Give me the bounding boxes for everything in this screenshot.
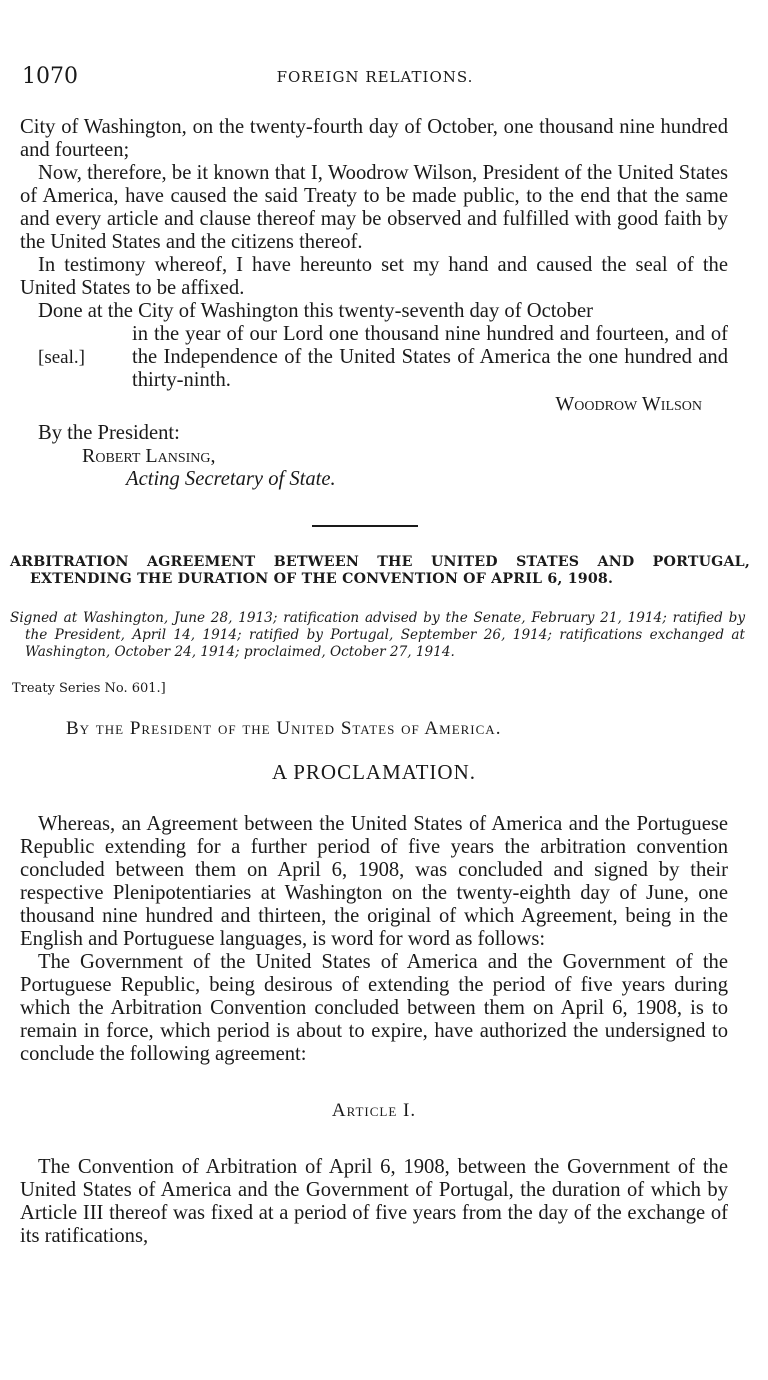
whereas-paragraph: Whereas, an Agreement between the United States of America and the Portuguese Republic extending for a further period of five years the arbitration convention concluded between them on April 6, 1908, was concluded and signed by their respective Plenipotentiaries at Washington on the twenty-eighth day of June, one thousand nine hundred and thirteen, the original of which Agreement, being in the English and Portuguese languages, is word for word as follows: bbox=[20, 813, 728, 950]
now-therefore-paragraph: Now, therefore, be it known that I, Woodrow Wilson, President of the United States of America, have caused the said Treaty to be made public, to the end that the same and every article and clause thereof may be observed and fulfilled with good faith by the United States and the citizens thereof. bbox=[20, 162, 728, 253]
page-body bbox=[10, 116, 750, 1248]
by-the-president-line: By the President: bbox=[38, 422, 180, 444]
secretary-name: Robert Lansing, bbox=[82, 445, 216, 467]
government-paragraph: The Government of the United States of America and the Government of the Portuguese Republic, being desirous of extending the period of five years during which the Arbitration Convention concluded between them on April 6, 1908, is to remain in force, which period is about to expire, have authorized the undersigned to conclude the following agreement: bbox=[20, 951, 728, 1065]
by-the-president-heading: By the President of the United States of America. bbox=[66, 718, 502, 739]
secretary-title: Acting Secretary of State. bbox=[126, 468, 336, 490]
continuation-paragraph: City of Washington, on the twenty-fourth day of October, one thousand nine hundred and fourteen; bbox=[20, 116, 728, 161]
done-at-block bbox=[20, 300, 728, 392]
testimony-paragraph: In testimony whereof, I have hereunto set my hand and caused the seal of the United States to be affixed. bbox=[20, 254, 728, 299]
article-text: The Convention of Arbitration of April 6, 1908, between the Government of the United States of America and the Government of Portugal, the duration of which by Article III thereof was fixed at a period of five years from the day of the exchange of its ratifications, bbox=[20, 1156, 728, 1247]
president-signature: Woodrow Wilson bbox=[555, 393, 702, 415]
seal-mark: [seal.] bbox=[38, 347, 85, 368]
section-divider bbox=[312, 525, 418, 527]
running-head: FOREIGN RELATIONS. bbox=[276, 68, 474, 86]
done-at-first-line: Done at the City of Washington this twenty-seventh day of October bbox=[38, 300, 594, 322]
page-number: 1070 bbox=[22, 64, 78, 89]
signed-note: Signed at Washington, June 28, 1913; ratification advised by the Senate, February 21, 1914; ratified by the President, April 14, 1914; ratified by Portugal, September 26, 1914; ratifications exchanged at Washington, October 24, 1914; proclaimed, October 27, 1914. bbox=[10, 610, 745, 660]
agreement-title: ARBITRATION AGREEMENT BETWEEN THE UNITED STATES AND PORTUGAL, EXTENDING THE DURATION OF THE CONVENTION OF APRIL 6, 1908. bbox=[10, 554, 750, 587]
page-header bbox=[22, 64, 728, 94]
treaty-series-reference: Treaty Series No. 601.] bbox=[12, 681, 166, 696]
article-heading: Article I. bbox=[331, 1100, 417, 1121]
done-at-continuation: in the year of our Lord one thousand nine hundred and fourteen, and of the Independence of the United States of America the one hundred and thirty-ninth. bbox=[132, 323, 728, 391]
proclamation-heading: A PROCLAMATION. bbox=[271, 760, 477, 784]
